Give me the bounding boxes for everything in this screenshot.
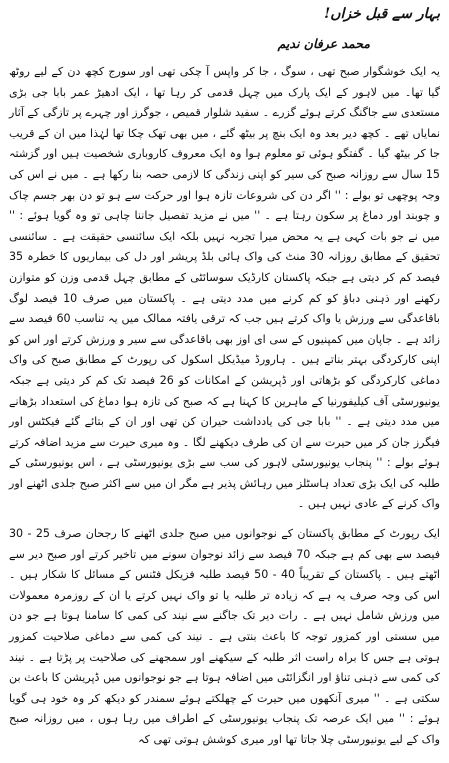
article-title: بہار سے قبل خزاں! — [324, 6, 440, 22]
article-paragraph: ایک رپورٹ کے مطابق پاکستان کے نوجوانوں میں صبح جلدی اٹھنے کا رجحان صرف 25 - 30 فیصد سے بھی کم ہے جبکہ 70 فیصد سے زائد نوجوان سونے میں تاخیر کرتے اور صبح دیر سے اٹھتے ہیں ۔ پاکستان کے تقریباً 40 - 50 فیصد طلبہ فزیکل فٹنس کے مسائل کا شکار ہیں ۔ اس کی وجہ صرف یہ ہے کہ زیادہ تر طلبہ یا تو واک نہیں کرتے یا ان کے روزمرہ معمولات میں ورزش شامل نہیں ہے ۔ رات دیر تک جاگنے سے نیند کی کمی کا سامنا ہوتا ہے جو دن میں سستی اور کمزور توجہ کا باعث بنتی ہے ۔ نیند کی کمی سے دماغی صلاحیت کمزور ہوتی ہے جس کا براہ راست اثر طلبہ کے سیکھنے اور سمجھنے کی صلاحیت پر پڑتا ہے ۔ نیند کی کمی سے ذہنی تناؤ اور انگزائٹی میں اضافہ ہوتا ہے جو نوجوانوں میں ڈپریشن کا باعث بن سکتی ہے ۔ '' میری آنکھوں میں حیرت کے چھلکتے ہوئے سمندر کو دیکھ کر وہ خود ہی گویا ہوئے : '' میں ایک عرصہ تک پنجاب یونیورسٹی کے اطراف میں رہا ہوں ، میں روزانہ صبح واک کے لیے یونیورسٹی چلا جاتا تھا اور میری کوشش ہوتی تھی کہ — [9, 527, 440, 746]
article-paragraph: یہ ایک خوشگوار صبح تھی ، سوگ ، جا کر واپس آ چکی تھی اور سورج کچھ دن کے لیے روٹھ گیا تھا۔ میں لاہور کے ایک پارک میں چہل قدمی کر رہا تھا ، ایک ادھیڑ عمر بابا جی بڑی مستعدی سے جاگنگ کرتے ہوئے گزرے ۔ سفید شلوار قمیص ، جوگرز اور چہرے پر تازگی کے آثار نمایاں تھے ۔ کچھ دیر بعد وہ ایک بنچ پر بیٹھ گئے ، میں بھی تھک چکا تھا لہٰذا میں ان کے قریب جا کر بیٹھ گیا ۔ گفتگو ہوئی تو معلوم ہوا وہ ایک معروف کاروباری شخصیت ہیں اور گزشتہ 15 سال سے روزانہ صبح کی سیر کو اپنی زندگی کا لازمی حصہ بنا رکھا ہے ۔ میں نے اس کی وجہ پوچھی تو بولے : '' اگر دن کی شروعات تازہ ہوا اور حرکت سے ہو تو دن بھر جسم چاک و چوبند اور دماغ پر سکون رہتا ہے ۔ '' میں نے مزید تفصیل جاننا چاہی تو وہ گویا ہوئے : '' میں نے جو بات کہی ہے یہ محض میرا تجربہ نہیں بلکہ ایک سائنسی حقیقت ہے ۔ سائنسی تحقیق کے مطابق روزانہ 30 منٹ کی واک ہائی بلڈ پریشر اور دل کی بیماریوں کا خطرہ 35 فیصد کم کر دیتی ہے جبکہ پاکستان کارڈیک سوسائٹی کے مطابق چہل قدمی وزن کو متوازن رکھنے اور ذہنی دباؤ کو کم کرنے میں مدد دیتی ہے ۔ پاکستان میں صرف 10 فیصد لوگ باقاعدگی سے ورزش یا واک کرتے ہیں جب کہ ترقی یافتہ ممالک میں یہ تناسب 60 فیصد سے زائد ہے ۔ جاپان میں کمپنیوں کے سی ای اوز بھی باقاعدگی سے سیر و ورزش کرتے اور اس کو اپنی کارکردگی بہتر بناتے ہیں ۔ ہارورڈ میڈیکل اسکول کی رپورٹ کے مطابق صبح کی واک دماغی کارکردگی کو بڑھاتی اور ڈپریشن کے امکانات کو 26 فیصد تک کم کر دیتی ہے جبکہ یونیورسٹی آف کیلیفورنیا کے ماہرین کا کہنا ہے کہ صبح کی تازہ ہوا دماغ کی استعداد بڑھانے میں مدد دیتی ہے ۔ '' بابا جی کی یادداشت حیران کن تھی اور ان کے بتائے گئے فیکٹس اور فیگرز جان کر میں حیرت سے ان کی طرف دیکھنے لگا ۔ وہ میری حیرت سے مزید اضافہ کرتے ہوئے بولے : '' پنجاب یونیورسٹی لاہور کی سب سے بڑی یونیورسٹی ہے ، اس یونیورسٹی کے طلبہ کی ایک بڑی تعداد ہاسٹلز میں رہائش پذیر ہے مگر ان میں سے اکثر صبح جلدی اٹھنے اور واک کرنے کے عادی نہیں ہیں ۔ — [9, 65, 441, 511]
article-author: محمد عرفان ندیم — [277, 36, 370, 51]
